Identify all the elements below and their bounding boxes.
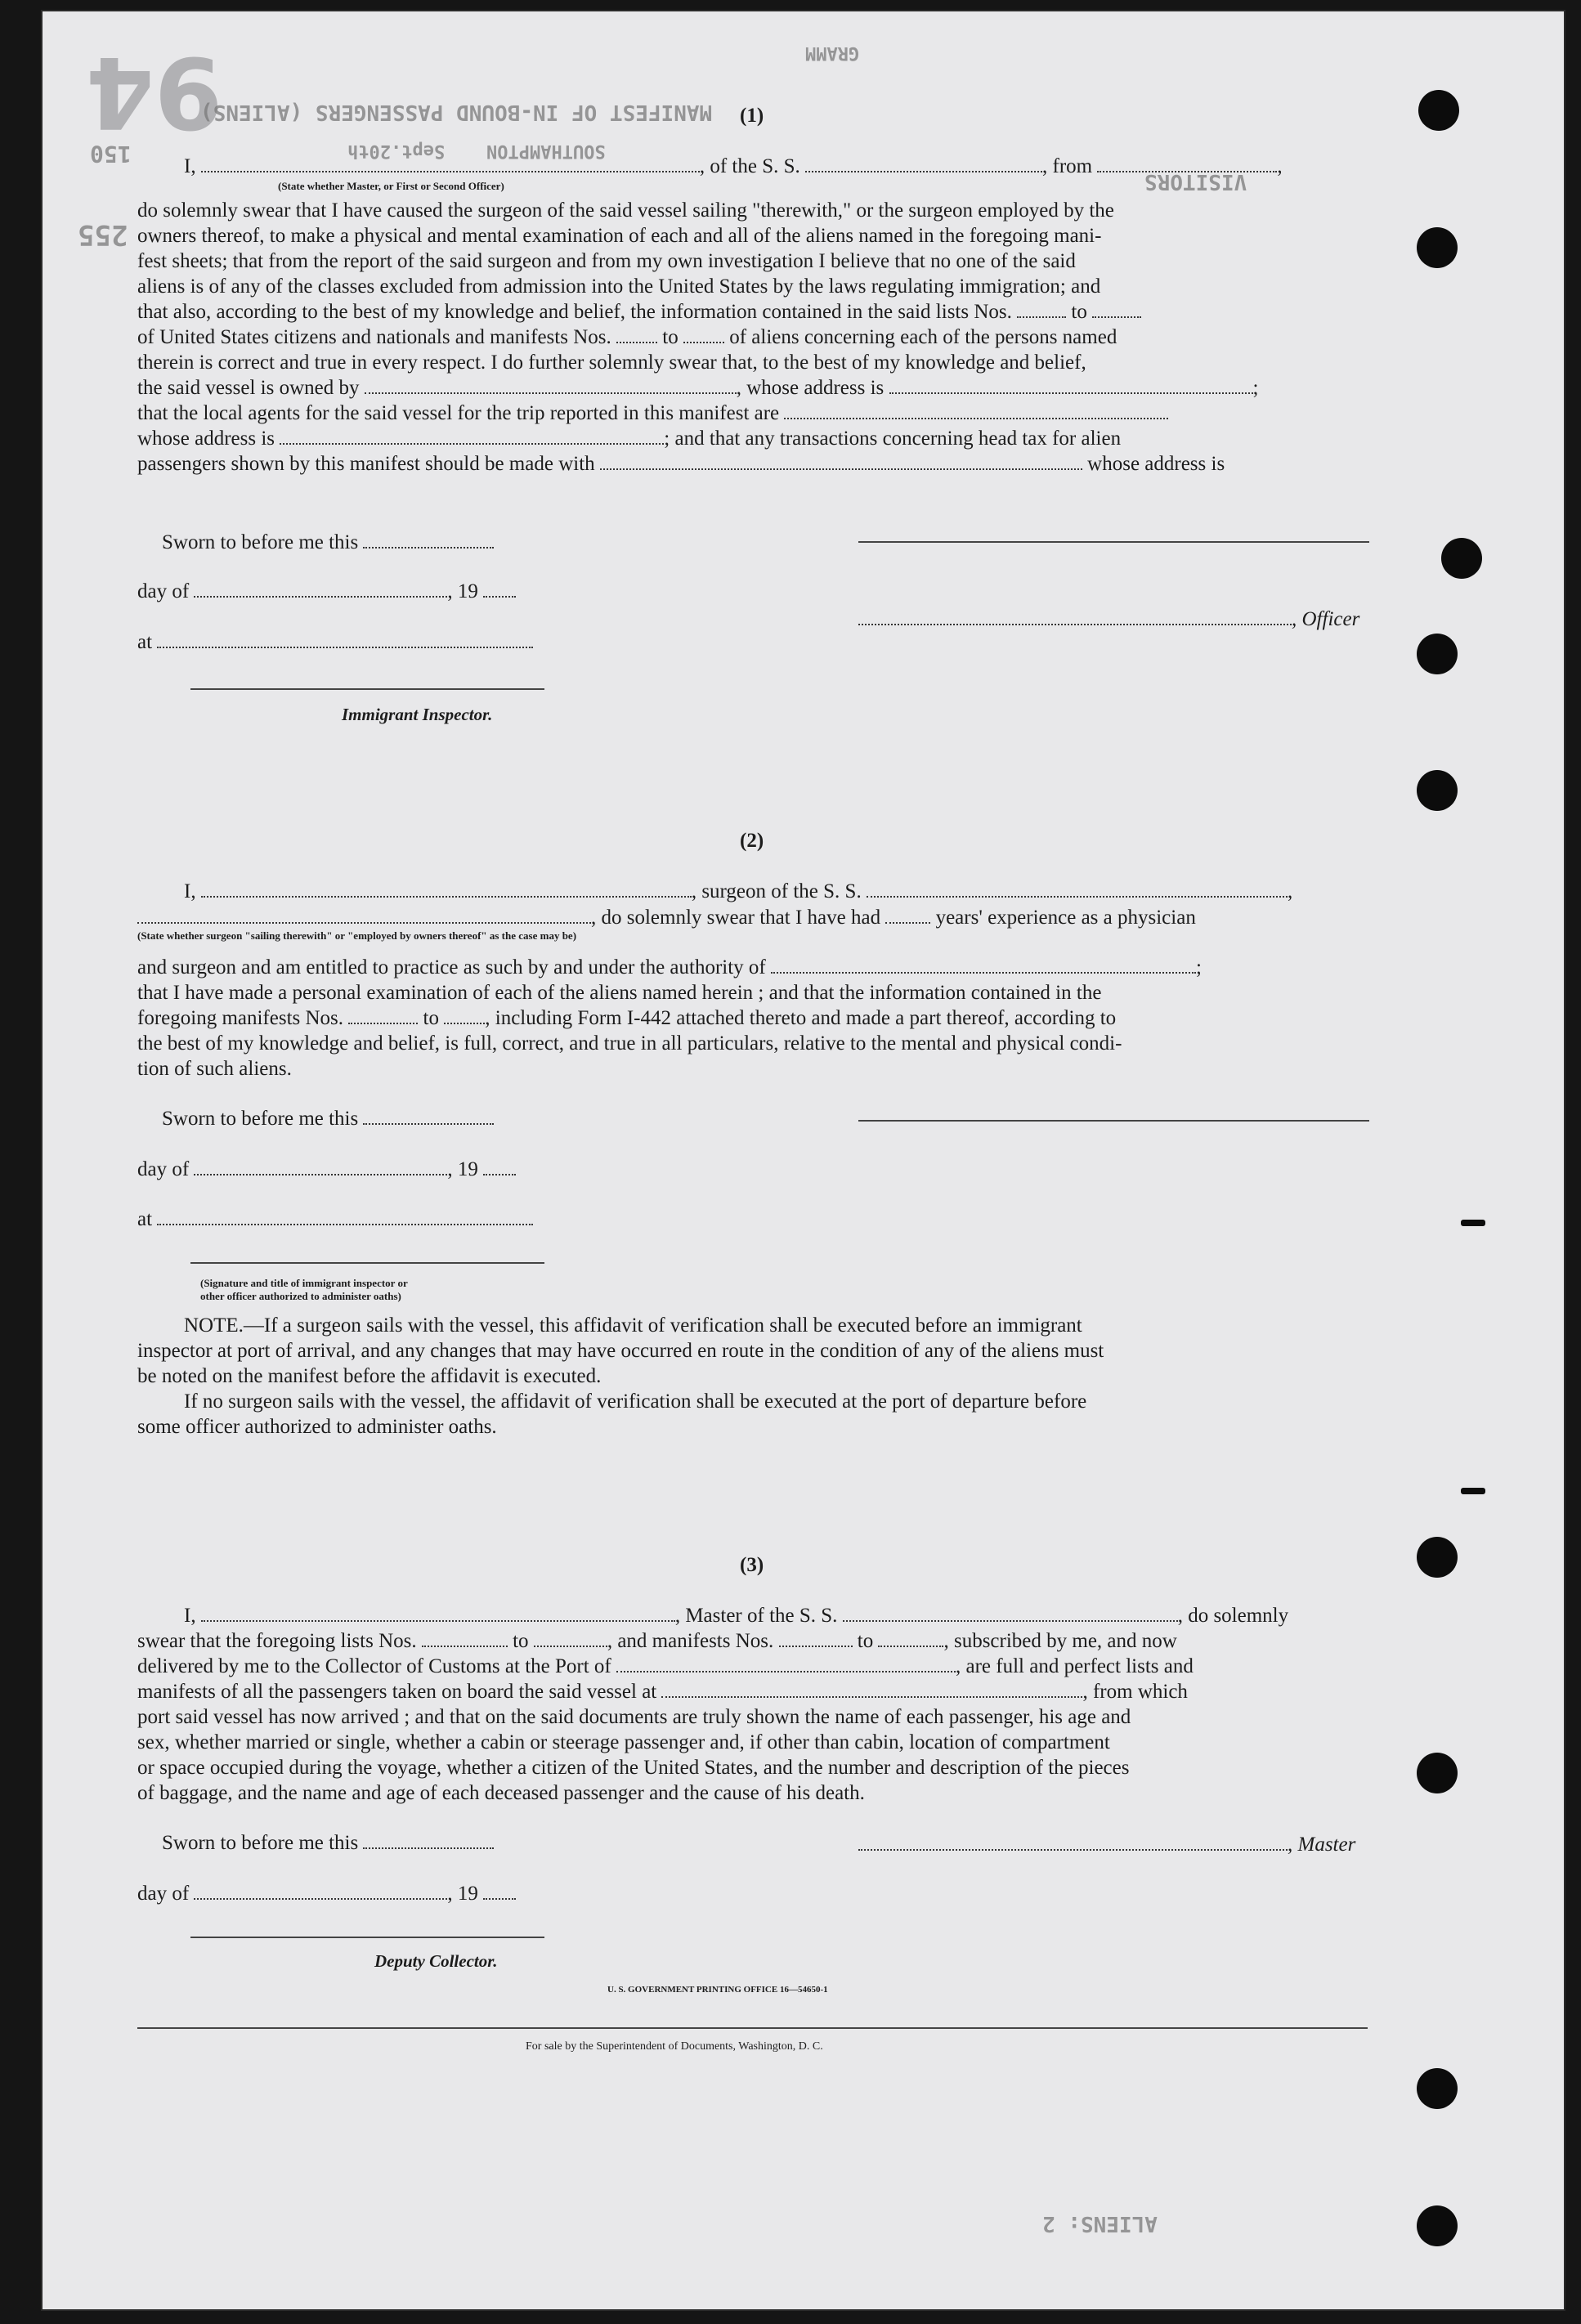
- binder-hole: [1418, 90, 1459, 131]
- s2-sworn-line: [162, 1108, 494, 1131]
- s2-swear-text: , do solemnly swear that I have had: [591, 907, 881, 929]
- s1-whose-address-2: whose address is: [1087, 453, 1225, 475]
- s2-to: to: [423, 1007, 439, 1029]
- s1-19: , 19: [447, 580, 478, 602]
- s3-sworn-field[interactable]: [363, 1833, 494, 1849]
- s2-i: I,: [184, 880, 196, 902]
- s2-sailing-field[interactable]: [137, 907, 591, 924]
- s2-authority-text: and surgeon and am entitled to practice as such by and under the authority of: [137, 956, 766, 978]
- s1-para-line-2: owners thereof, to make a physical and mental examination of each and all of the aliens named in the foregoing mani-: [137, 225, 1102, 247]
- s3-19: , 19: [447, 1883, 478, 1905]
- s2-para-line-1: and surgeon and am entitled to practice as such by and under the authority of ;: [137, 956, 1202, 978]
- s1-agents-address: whose address is: [137, 428, 275, 450]
- s1-sworn-text: Sworn to before me this: [162, 531, 359, 553]
- s3-lists-from-field[interactable]: [422, 1631, 508, 1647]
- s3-from-which: , from which: [1082, 1681, 1188, 1703]
- s3-to-1: to: [513, 1630, 529, 1652]
- s1-para-line-4: aliens is of any of the classes excluded from admission into the United States by the laws regulating immigration; and: [137, 275, 1101, 298]
- side-number-stamp: 255: [78, 218, 128, 251]
- s1-para-line-5: [137, 301, 1141, 324]
- s1-para-line-1: do solemnly swear that I have caused the surgeon of the said vessel sailing "therewith," or the surgeon employed by the: [137, 199, 1114, 222]
- binder-hole: [1417, 770, 1458, 811]
- s3-master-of: , Master of the S. S.: [674, 1605, 838, 1627]
- s3-port-field[interactable]: [616, 1656, 956, 1672]
- s1-lists-to: to: [1071, 301, 1087, 323]
- gpo-imprint: U. S. GOVERNMENT PRINTING OFFICE 16—54650-1: [607, 1985, 828, 1995]
- footer-rule: [137, 2027, 1368, 2029]
- s2-surgeon-name-field[interactable]: [201, 881, 692, 898]
- port-stamp: SOUTHAMPTON: [486, 141, 606, 161]
- s2-manifests-text: foregoing manifests Nos.: [137, 1007, 344, 1029]
- s1-sworn-line: [162, 531, 494, 554]
- s3-master-name-field[interactable]: [201, 1605, 675, 1622]
- s2-19: , 19: [447, 1158, 478, 1180]
- s1-officer-name-field[interactable]: [201, 156, 700, 172]
- s2-day-field[interactable]: [194, 1159, 447, 1175]
- s3-line2: [137, 1630, 1177, 1653]
- s2-at: at: [137, 1208, 153, 1230]
- s2-caption: (State whether surgeon "sailing therewith" or "employed by owners thereof" as the case may be): [137, 929, 577, 942]
- s2-note-line-5: some officer authorized to administer oaths.: [137, 1416, 497, 1438]
- binder-hole: [1441, 538, 1482, 579]
- s2-note-line-1: NOTE.—If a surgeon sails with the vessel, this affidavit of verification shall be executed before an immigrant: [184, 1314, 1082, 1337]
- s3-sworn-text: Sworn to before me this: [162, 1832, 359, 1854]
- binder-hole: [1417, 2068, 1458, 2109]
- ref-number-stamp: 150: [90, 141, 132, 168]
- binder-hole: [1417, 2205, 1458, 2246]
- s3-delivered-text: delivered by me to the Collector of Customs at the Port of: [137, 1655, 611, 1677]
- s3-line4: [137, 1681, 1188, 1704]
- s3-master-line: [858, 1834, 1355, 1856]
- binder-hole: [1417, 634, 1458, 674]
- s1-day-of: day of: [137, 580, 190, 602]
- s1-year-field[interactable]: [483, 581, 516, 598]
- s1-owned-by: the said vessel is owned by: [137, 377, 360, 399]
- large-page-number-stamp: 94: [86, 34, 222, 148]
- s3-collector-signature-line[interactable]: [190, 1937, 544, 1938]
- s2-surgeon-signature-line[interactable]: [858, 1120, 1369, 1122]
- bottom-aliens-stamp: ALIENS: 2: [1042, 2211, 1158, 2236]
- s1-local-agents: that the local agents for the said vessel for the trip reported in this manifest are: [137, 402, 780, 424]
- header-stamp: MANIFEST OF IN-BOUND PASSENGERS (ALIENS): [200, 100, 713, 124]
- s3-para-line-6: sex, whether married or single, whether a cabin or steerage passenger and, if other than cabin, location of compartment: [137, 1731, 1110, 1753]
- s2-sig-caption-1: (Signature and title of immigrant inspector or: [200, 1277, 408, 1289]
- s3-day-field[interactable]: [194, 1883, 447, 1900]
- s2-vessel-field[interactable]: [867, 881, 1288, 898]
- s1-agents-address-field[interactable]: [280, 428, 664, 445]
- s2-years-text: years' experience as a physician: [935, 907, 1196, 929]
- s2-line2: [137, 907, 1196, 929]
- s1-line1: I, , of the S. S. , from ,: [184, 155, 1283, 177]
- s3-manifests-from-field[interactable]: [779, 1631, 853, 1647]
- s1-of-ss: , of the S. S.: [699, 155, 800, 177]
- s1-para-line-6: [137, 326, 1117, 349]
- s2-at-field[interactable]: [157, 1209, 533, 1225]
- s3-master-label: , Master: [1288, 1834, 1356, 1856]
- s1-inspector-label: Immigrant Inspector.: [342, 705, 493, 724]
- s1-day-field[interactable]: [194, 581, 447, 598]
- s2-authority-field[interactable]: [771, 957, 1196, 974]
- s1-officer-line: [858, 608, 1359, 631]
- s1-at-line: [137, 631, 533, 654]
- s3-para-line-5: port said vessel has now arrived ; and that on the said documents are truly shown the name of each passenger, his age and: [137, 1706, 1131, 1728]
- s2-para-line-4: the best of my knowledge and belief, is full, correct, and true in all particulars, relative to the mental and physical condi-: [137, 1032, 1122, 1055]
- s1-agents-field[interactable]: [784, 403, 1168, 419]
- s3-manifests-to-field[interactable]: [878, 1631, 943, 1647]
- s3-line3: [137, 1655, 1194, 1678]
- s3-para-line-8: of baggage, and the name and age of each deceased passenger and the cause of his death.: [137, 1782, 865, 1804]
- s1-from: , from: [1042, 155, 1093, 177]
- date-stamp: Sept.20th: [347, 141, 446, 161]
- s1-para-line-3: fest sheets; that from the report of the said surgeon and from my own investigation I believe that no one of the said: [137, 250, 1076, 272]
- s2-sig-caption-2: other officer authorized to administer oaths): [200, 1290, 401, 1302]
- s3-master-sign-field[interactable]: [858, 1834, 1288, 1851]
- s2-note-line-4: If no surgeon sails with the vessel, the affidavit of verification shall be executed at the port of departure before: [184, 1390, 1087, 1413]
- s2-surgeon-of: , surgeon of the S. S.: [691, 880, 862, 902]
- s3-year-field[interactable]: [483, 1883, 516, 1900]
- section-3-number: (3): [740, 1554, 764, 1576]
- document-page: [41, 10, 1565, 2311]
- s2-day-line: [137, 1158, 516, 1181]
- sale-notice: For sale by the Superintendent of Documents, Washington, D. C.: [526, 2040, 823, 2053]
- s1-caption: (State whether Master, or First or Second Officer): [278, 180, 504, 192]
- s3-day-of: day of: [137, 1883, 190, 1905]
- s2-sworn-text: Sworn to before me this: [162, 1108, 359, 1130]
- binder-slot: [1461, 1220, 1485, 1226]
- s1-para-line-7: therein is correct and true in every respect. I do further solemnly swear that, to the best of my knowledge and belief,: [137, 352, 1086, 374]
- s3-vessel-field[interactable]: [843, 1605, 1178, 1622]
- s1-officer-signature-line[interactable]: [858, 541, 1369, 543]
- s2-note-line-2: inspector at port of arrival, and any changes that may have occurred en route in the condition of any of the aliens must: [137, 1340, 1104, 1362]
- s1-sworn-field[interactable]: [363, 532, 494, 549]
- section-1-number: (1): [740, 105, 764, 127]
- s2-year-field[interactable]: [483, 1159, 516, 1175]
- s1-i: I,: [184, 155, 196, 177]
- s1-officer-field[interactable]: [858, 609, 1292, 625]
- s1-inspector-signature-line[interactable]: [190, 688, 544, 690]
- s2-sworn-field[interactable]: [363, 1108, 494, 1125]
- s2-para-line-3: [137, 1007, 1116, 1030]
- s2-manifests-from-field[interactable]: [348, 1008, 418, 1024]
- s1-lists-from-field[interactable]: [1017, 302, 1066, 318]
- s3-manifests-text: , and manifests Nos.: [607, 1630, 774, 1652]
- s2-form-text: , including Form I-442 attached thereto and made a part thereof, according to: [485, 1007, 1117, 1029]
- s1-lists-to-field[interactable]: [1092, 302, 1141, 318]
- s2-at-line: [137, 1208, 533, 1231]
- s1-vessel-name-field[interactable]: [805, 156, 1042, 172]
- binder-hole: [1417, 1753, 1458, 1793]
- s1-day-line: [137, 580, 516, 603]
- s3-taken-at-field[interactable]: [661, 1681, 1082, 1698]
- s3-subscribed: , subscribed by me, and now: [943, 1630, 1177, 1652]
- s2-inspector-signature-line[interactable]: [190, 1262, 544, 1264]
- s3-deputy-label: Deputy Collector.: [374, 1951, 498, 1971]
- s1-aliens-text: of aliens concerning each of the persons named: [729, 326, 1117, 348]
- s1-para-line-9: [137, 402, 1168, 425]
- s1-para-line-10: [137, 428, 1121, 450]
- s1-head-tax-field[interactable]: [600, 454, 1082, 470]
- s3-to-2: to: [857, 1630, 874, 1652]
- class-stamp: VISITORS: [1144, 169, 1247, 194]
- s3-taken-text: manifests of all the passengers taken on board the said vessel at: [137, 1681, 657, 1703]
- s1-manifests-to-field[interactable]: [683, 327, 724, 343]
- s1-made-with: passengers shown by this manifest should be made with: [137, 453, 595, 475]
- s1-para-line-8: the said vessel is owned by , whose address is ;: [137, 377, 1259, 399]
- s1-manifests-to: to: [662, 326, 679, 348]
- s2-note-line-3: be noted on the manifest before the affidavit is executed.: [137, 1365, 602, 1387]
- section-2-number: (2): [740, 830, 764, 852]
- s1-owner-field[interactable]: [365, 378, 737, 394]
- s3-i: I,: [184, 1605, 196, 1627]
- s1-whose-address: , whose address is: [736, 377, 885, 399]
- s3-para-line-7: or space occupied during the voyage, whether a citizen of the United States, and the number and description of the pieces: [137, 1757, 1130, 1779]
- s3-solemnly: , do solemnly: [1177, 1605, 1289, 1627]
- binder-slot: [1461, 1488, 1485, 1494]
- s2-day-of: day of: [137, 1158, 190, 1180]
- s2-years-field[interactable]: [885, 907, 930, 924]
- s1-head-tax: ; and that any transactions concerning head tax for alien: [664, 428, 1122, 450]
- s3-sworn-line: [162, 1832, 494, 1855]
- s3-lists-to-field[interactable]: [534, 1631, 607, 1647]
- s3-lists-text: swear that the foregoing lists Nos.: [137, 1630, 417, 1652]
- s3-line1: [184, 1605, 1288, 1628]
- ship-name-stamp: GRAMM: [805, 43, 860, 63]
- s1-para-line-11: [137, 453, 1225, 476]
- s1-manifests-from-field[interactable]: [616, 327, 657, 343]
- s3-full-text: , are full and perfect lists and: [956, 1655, 1194, 1677]
- s1-from-port-field[interactable]: [1097, 156, 1277, 172]
- s1-owner-address-field[interactable]: [889, 378, 1253, 394]
- s2-line1: I, , surgeon of the S. S. ,: [184, 880, 1293, 902]
- s1-at: at: [137, 631, 153, 653]
- s3-day-line: [137, 1883, 516, 1905]
- binder-hole: [1417, 1537, 1458, 1578]
- s1-officer-label: , Officer: [1292, 608, 1360, 630]
- s1-manifests-text: of United States citizens and nationals and manifests Nos.: [137, 326, 611, 348]
- s1-at-field[interactable]: [157, 632, 533, 648]
- s2-para-line-5: tion of such aliens.: [137, 1058, 292, 1080]
- s2-para-line-2: that I have made a personal examination of each of the aliens named herein ; and that the information contained in the: [137, 982, 1102, 1004]
- s2-manifests-to-field[interactable]: [444, 1008, 485, 1024]
- binder-hole: [1417, 227, 1458, 268]
- s1-lists-text: that also, according to the best of my knowledge and belief, the information contained in the said lists Nos.: [137, 301, 1012, 323]
